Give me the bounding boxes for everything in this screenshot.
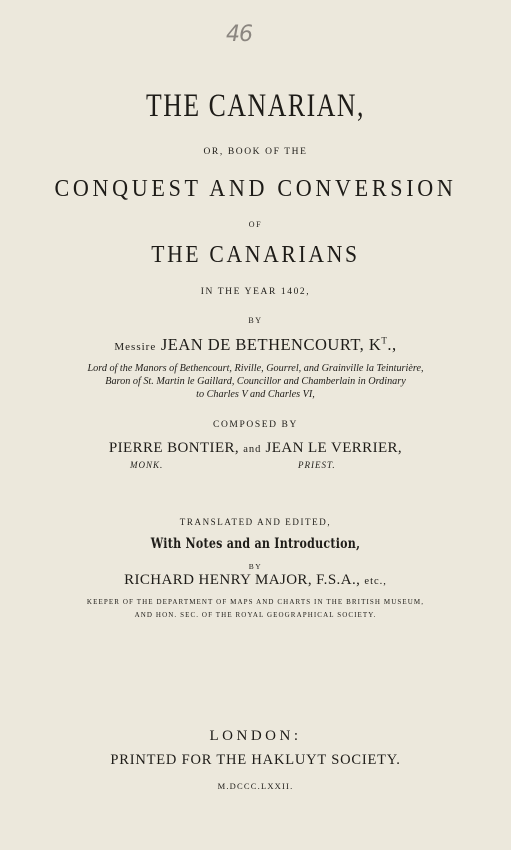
title-year: IN THE YEAR 1402, bbox=[200, 287, 311, 297]
main-title: THE CANARIAN, bbox=[145, 88, 366, 124]
editor-credential-1: KEEPER OF THE DEPARTMENT OF MAPS AND CHARTS IN THE BRITISH MUSEUM, bbox=[86, 598, 425, 606]
author-description-2: Baron of St. Martin le Gaillard, Councillor and Chamberlain in Ordinary bbox=[105, 376, 406, 387]
author-honorific: Messire bbox=[114, 341, 157, 353]
imprint-city: LONDON: bbox=[209, 728, 302, 744]
editor-etc: etc., bbox=[364, 576, 387, 587]
by-label: BY bbox=[248, 316, 263, 325]
editor-line bbox=[0, 572, 511, 589]
notes-introduction: With Notes and an Introduction, bbox=[150, 536, 361, 552]
editor-by-label: BY bbox=[248, 562, 263, 571]
composer-2-role: PRIEST. bbox=[298, 460, 336, 470]
author-line bbox=[0, 335, 511, 355]
author-description-3: to Charles V and Charles VI, bbox=[196, 389, 315, 400]
translated-label: TRANSLATED AND EDITED, bbox=[179, 517, 332, 527]
author-title-sup: T bbox=[381, 335, 388, 346]
composer-2: JEAN LE VERRIER, bbox=[265, 440, 403, 456]
composer-1: PIERRE BONTIER, bbox=[108, 440, 240, 456]
editor-credential-2: AND HON. SEC. OF THE ROYAL GEOGRAPHICAL SOCIETY. bbox=[134, 611, 377, 619]
composer-1-role: MONK. bbox=[130, 460, 164, 470]
author-name: JEAN DE BETHENCOURT, K bbox=[160, 335, 382, 354]
composers-line bbox=[0, 440, 511, 457]
title-conquest: CONQUEST AND CONVERSION bbox=[54, 176, 457, 202]
author-suffix: ., bbox=[387, 335, 397, 354]
subtitle-of: OF bbox=[248, 220, 263, 229]
pencil-annotation: 46 bbox=[226, 22, 252, 47]
composers-and: and bbox=[243, 444, 262, 455]
imprint-publisher: PRINTED FOR THE HAKLUYT SOCIETY. bbox=[110, 752, 401, 768]
composed-by-label: COMPOSED BY bbox=[213, 420, 298, 430]
subtitle-or: OR, BOOK OF THE bbox=[203, 147, 308, 157]
author-description-1: Lord of the Manors of Bethencourt, Riville, Gourrel, and Grainville la Teinturière, bbox=[87, 363, 424, 374]
title-canarians: THE CANARIANS bbox=[151, 242, 360, 268]
editor-name: RICHARD HENRY MAJOR, F.S.A., bbox=[124, 572, 361, 588]
imprint-date: M.DCCC.LXXII. bbox=[217, 781, 294, 791]
